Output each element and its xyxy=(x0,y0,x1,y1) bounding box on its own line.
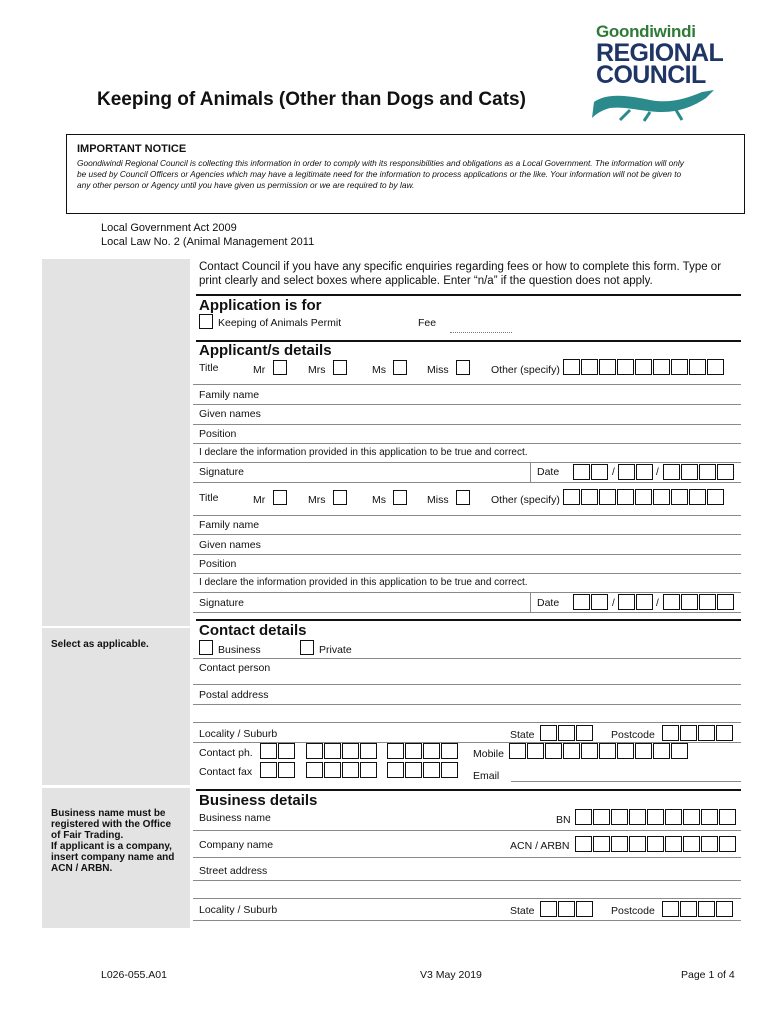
ms-label: Ms xyxy=(372,494,386,506)
sidebar-intro xyxy=(42,259,190,626)
mrs-checkbox[interactable] xyxy=(333,490,347,505)
state-label: State xyxy=(510,729,535,741)
mrs-checkbox[interactable] xyxy=(333,360,347,375)
col-divider xyxy=(530,592,531,612)
street-address-label[interactable]: Street address xyxy=(199,865,268,877)
ms-checkbox[interactable] xyxy=(393,490,407,505)
ms-checkbox[interactable] xyxy=(393,360,407,375)
family-name-label[interactable]: Family name xyxy=(199,389,260,401)
business-side-note-line: of Fair Trading. xyxy=(51,830,124,841)
phone-area-field[interactable] xyxy=(260,743,296,759)
legislation-local-law: Local Law No. 2 (Animal Management 2011 xyxy=(101,236,315,248)
postal-address-label[interactable]: Postal address xyxy=(199,689,269,701)
private-label: Private xyxy=(319,644,352,656)
legislation-act: Local Government Act 2009 xyxy=(101,222,237,234)
ms-label: Ms xyxy=(372,364,386,376)
email-field[interactable] xyxy=(511,781,741,782)
other-label: Other (specify) xyxy=(491,494,560,506)
logo-line-3: COUNCIL xyxy=(596,61,706,89)
phone-number-field-b[interactable] xyxy=(387,743,459,759)
row-line xyxy=(193,482,741,483)
notice-line-3: any other person or Agency until you have given us permission or we are required to by law. xyxy=(77,180,415,190)
business-name-label[interactable]: Business name xyxy=(199,812,271,824)
mrs-label: Mrs xyxy=(308,364,326,376)
miss-checkbox[interactable] xyxy=(456,490,470,505)
application-heading: Application is for xyxy=(199,297,322,314)
postcode-label: Postcode xyxy=(611,729,655,741)
title-label: Title xyxy=(199,492,219,504)
business-side-note-line: If applicant is a company, xyxy=(51,841,172,852)
other-specify-field[interactable] xyxy=(563,359,725,375)
business-checkbox[interactable] xyxy=(199,640,213,655)
row-line xyxy=(193,857,741,858)
other-specify-field[interactable] xyxy=(563,489,725,505)
important-notice-box xyxy=(66,134,745,214)
declaration-text: I declare the information provided in this application to be true and correct. xyxy=(199,577,528,588)
miss-label: Miss xyxy=(427,494,449,506)
row-line xyxy=(193,920,741,921)
permit-checkbox[interactable] xyxy=(199,314,213,329)
row-line xyxy=(193,424,741,425)
row-line xyxy=(193,515,741,516)
date-label: Date xyxy=(537,597,560,609)
miss-checkbox[interactable] xyxy=(456,360,470,375)
mr-label: Mr xyxy=(253,364,266,376)
locality-label[interactable]: Locality / Suburb xyxy=(199,728,278,740)
business-state-field[interactable] xyxy=(540,901,594,917)
row-line xyxy=(193,554,741,555)
footer-version: V3 May 2019 xyxy=(420,969,482,981)
date-slash: / xyxy=(612,467,615,478)
row-line xyxy=(193,830,741,831)
row-line xyxy=(193,592,741,593)
footer-page-number: Page 1 of 4 xyxy=(681,969,735,981)
col-divider xyxy=(530,462,531,482)
row-line xyxy=(193,534,741,535)
email-label: Email xyxy=(473,770,500,782)
state-field[interactable] xyxy=(540,725,594,741)
fax-number-field-b[interactable] xyxy=(387,762,459,778)
business-side-note-line: registered with the Office xyxy=(51,819,172,830)
mobile-field[interactable] xyxy=(509,743,689,759)
business-side-note-line: ACN / ARBN. xyxy=(51,863,113,874)
row-line xyxy=(193,462,741,463)
bn-label: BN xyxy=(556,814,571,826)
declaration-text: I declare the information provided in this application to be true and correct. xyxy=(199,447,528,458)
position-label[interactable]: Position xyxy=(199,558,237,570)
phone-number-field-a[interactable] xyxy=(306,743,378,759)
row-line xyxy=(193,722,741,723)
acn-field[interactable] xyxy=(575,836,737,852)
date-year-field[interactable] xyxy=(663,594,735,610)
date-slash: / xyxy=(656,467,659,478)
row-line xyxy=(193,404,741,405)
business-postcode-label: Postcode xyxy=(611,905,655,917)
logo-line-1: Goondiwindi xyxy=(596,22,696,41)
position-label[interactable]: Position xyxy=(199,428,237,440)
fee-label: Fee xyxy=(418,317,437,329)
mrs-label: Mrs xyxy=(308,494,326,506)
miss-label: Miss xyxy=(427,364,449,376)
row-line xyxy=(193,612,741,613)
row-line xyxy=(193,573,741,574)
row-line xyxy=(193,880,741,881)
bn-field[interactable] xyxy=(575,809,737,825)
section-rule xyxy=(196,294,741,296)
date-label: Date xyxy=(537,466,560,478)
notice-line-1: Goondiwindi Regional Council is collecting this information in order to comply with its responsibilities and obligations as a Local Government. The information will only xyxy=(77,158,684,168)
row-line xyxy=(193,704,741,705)
section-rule xyxy=(196,789,741,791)
permit-label: Keeping of Animals Permit xyxy=(218,317,342,329)
section-rule xyxy=(196,619,741,621)
date-slash: / xyxy=(612,598,615,609)
given-names-label[interactable]: Given names xyxy=(199,408,261,420)
given-names-label[interactable]: Given names xyxy=(199,539,261,551)
date-year-field[interactable] xyxy=(663,464,735,480)
family-name-label[interactable]: Family name xyxy=(199,519,260,531)
business-side-note-line: insert company name and xyxy=(51,852,175,863)
mobile-label: Mobile xyxy=(473,748,504,760)
row-line xyxy=(193,684,741,685)
signature-label[interactable]: Signature xyxy=(199,597,244,609)
company-name-label[interactable]: Company name xyxy=(199,839,274,851)
date-day-field[interactable] xyxy=(573,594,609,610)
business-state-label: State xyxy=(510,905,535,917)
form-title: Keeping of Animals (Other than Dogs and Cats) xyxy=(97,89,526,110)
footer-form-code: L026-055.A01 xyxy=(101,969,167,981)
contact-person-label[interactable]: Contact person xyxy=(199,662,271,674)
business-postcode-field[interactable] xyxy=(662,901,734,917)
applicants-heading: Applicant/s details xyxy=(199,342,332,359)
business-heading: Business details xyxy=(199,792,318,809)
private-checkbox[interactable] xyxy=(300,640,314,655)
row-line xyxy=(193,898,741,899)
contact-side-note: Select as applicable. xyxy=(51,639,149,650)
mr-label: Mr xyxy=(253,494,266,506)
signature-label[interactable]: Signature xyxy=(199,466,244,478)
row-line xyxy=(193,443,741,444)
date-slash: / xyxy=(656,598,659,609)
date-day-field[interactable] xyxy=(573,464,609,480)
row-line xyxy=(193,384,741,385)
sidebar-contact xyxy=(42,628,190,785)
fax-label: Contact fax xyxy=(199,766,253,778)
notice-heading: IMPORTANT NOTICE xyxy=(77,143,187,155)
title-label: Title xyxy=(199,362,219,374)
postcode-field[interactable] xyxy=(662,725,734,741)
platypus-icon xyxy=(590,88,720,122)
mr-checkbox[interactable] xyxy=(273,490,287,505)
business-label: Business xyxy=(218,644,261,656)
business-locality-label[interactable]: Locality / Suburb xyxy=(199,904,278,916)
date-month-field[interactable] xyxy=(618,464,654,480)
date-month-field[interactable] xyxy=(618,594,654,610)
council-logo xyxy=(590,22,740,126)
phone-label: Contact ph. xyxy=(199,747,253,759)
fax-area-field[interactable] xyxy=(260,762,296,778)
mr-checkbox[interactable] xyxy=(273,360,287,375)
acn-label: ACN / ARBN xyxy=(510,840,570,852)
other-label: Other (specify) xyxy=(491,364,560,376)
logo-line-2: REGIONAL xyxy=(596,39,724,67)
intro-line-2: print clearly and select boxes where applicable. Enter “n/a” if the question does not apply. xyxy=(199,275,653,287)
business-side-note-line: Business name must be xyxy=(51,808,166,819)
fee-field[interactable] xyxy=(450,325,512,333)
notice-line-2: be used by Council Officers or Agencies which may have a legitimate need for the information to process applications or the like. Your information will not be given to xyxy=(77,169,682,179)
row-line xyxy=(193,658,741,659)
contact-heading: Contact details xyxy=(199,622,307,639)
intro-line-1: Contact Council if you have any specific enquiries regarding fees or how to complete this form. Type or xyxy=(199,261,722,273)
fax-number-field-a[interactable] xyxy=(306,762,378,778)
